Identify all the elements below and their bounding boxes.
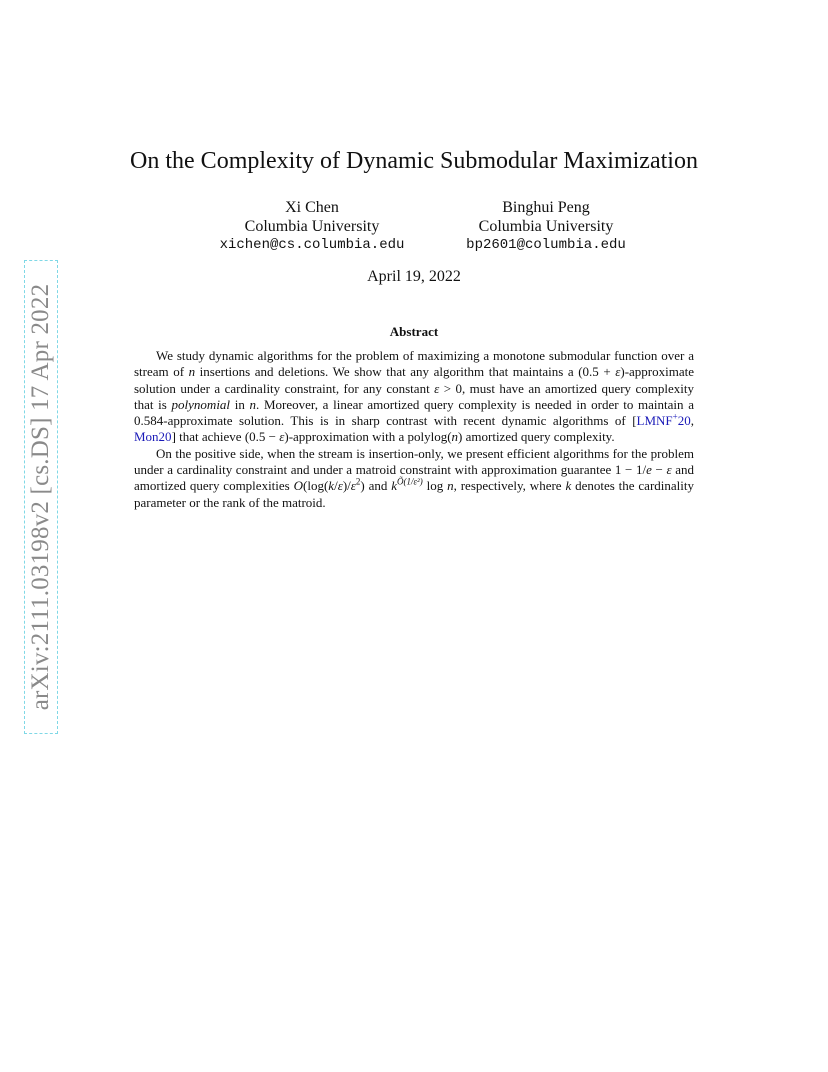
abstract-text: On the positive side, when the stream is insertion-only, we present efficient algorithms for the problem under a cardinality constraint and under a matroid constraint with approximation guarantee 1 − 1/ [134,445,694,478]
abstract-text: , [690,413,694,429]
citation-superscript: + [672,411,678,422]
abstract-text: )-approximate solution under a cardinality constraint, for any constant [134,364,694,396]
math-variable: e [646,462,652,478]
paper-date: April 19, 2022 [367,268,461,285]
arxiv-id-text: arXiv:2111.03198v2 [cs.DS] 17 Apr 2022 [27,283,54,711]
author-affiliation: Columbia University [478,218,614,235]
abstract-text: . Moreover, a linear amortized query complexity is needed in order to maintain a 0.584-approximate solution. This is in sharp contrast with recent dynamic algorithms of [ [134,396,694,429]
abstract-body [134,348,694,511]
math-variable: ε [279,429,285,445]
abstract-text: and amortized query complexities [134,462,694,494]
abstract-text: (log( [303,478,329,494]
abstract-text: )-approximation with a polylog( [284,429,452,445]
author-name: Xi Chen [285,199,339,216]
math-variable: ε [350,478,356,494]
paper-title: On the Complexity of Dynamic Submodular Maximization [130,148,698,174]
math-variable: n [451,429,459,445]
abstract-paragraph [134,446,694,511]
author-email: bp2601@columbia.edu [466,237,626,253]
citation-link-lmnf20[interactable] [637,413,691,428]
author-affiliation: Columbia University [244,218,380,235]
math-variable: k [565,478,572,494]
abstract-heading: Abstract [389,324,439,339]
math-exponent: Õ(1/ε²) [397,477,423,488]
math-variable: ε [337,478,343,494]
abstract-text: − [651,462,667,478]
abstract-paragraph [134,348,694,446]
math-variable: ε [615,364,621,380]
citation-link-mon20[interactable]: Mon20 [134,429,172,445]
math-variable: k [391,478,398,494]
math-exponent: 2 [355,477,361,488]
abstract-text: ) and [360,478,392,494]
math-variable: O [293,478,303,494]
author-name: Binghui Peng [502,199,590,216]
author-email: xichen@cs.columbia.edu [219,237,405,253]
author-block [212,198,412,255]
math-variable: k [328,478,335,494]
math-variable: n [188,364,196,380]
citation-year: 20 [677,413,691,429]
emphasis-text: polynomial [171,396,231,412]
abstract-text: )/ [342,478,351,494]
abstract-text: ) amortized query complexity. [458,429,615,445]
abstract-text: denotes the cardinality parameter or the rank of the matroid. [134,478,694,510]
math-variable: ε [666,462,672,478]
abstract-text: insertions and deletions. We show that any algorithm that maintains a (0.5 + [195,364,616,380]
math-variable: n [447,478,454,494]
abstract-text: We study dynamic algorithms for the problem of maximizing a monotone submodular function over a stream of [134,348,694,380]
abstract-text: / [334,478,338,494]
citation-text: LMNF [636,413,673,429]
abstract-text: log [422,478,448,494]
author-block [446,198,646,255]
abstract-text: , respectively, where [453,478,566,494]
math-variable: ε [434,380,440,396]
abstract-text: in [230,396,250,412]
abstract-text: > 0, must have an amortized query complexity that is [134,380,694,412]
math-variable: n [249,396,257,412]
abstract-text: ] that achieve (0.5 − [171,429,280,445]
